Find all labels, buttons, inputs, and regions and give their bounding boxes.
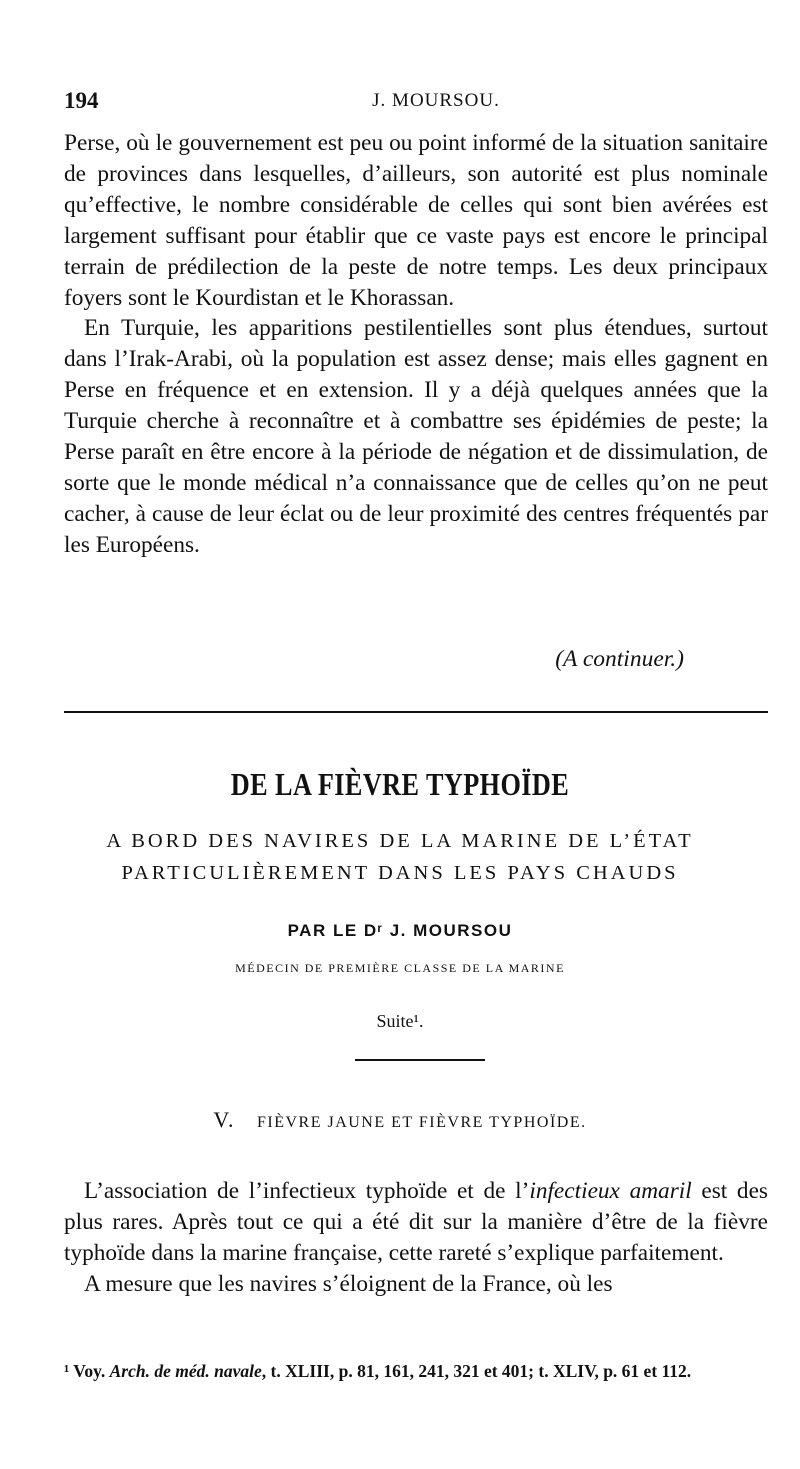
previous-article-text [64, 128, 768, 561]
italic-term: infectieux amaril [529, 1178, 692, 1204]
footnote-prefix: Voy. [69, 1361, 110, 1381]
short-divider [355, 1059, 485, 1061]
footnote [64, 1359, 780, 1384]
paragraph-text: L’association de l’infectieux typhoïde et de l’ [84, 1178, 530, 1204]
continuation-note: (A continuer.) [555, 646, 684, 672]
paragraph [64, 1176, 768, 1269]
section-title: FIÈVRE JAUNE ET FIÈVRE TYPHOÏDE. [256, 1114, 587, 1131]
article-subtitle: PARTICULIÈREMENT DANS LES PAYS CHAUDS [121, 862, 679, 884]
footnote-journal: Arch. de méd. navale [109, 1361, 262, 1381]
paragraph-text: est des plus rares. Après tout ce qui a été dit sur la manière d’être de la fièvre typhoïde dans la marine française, cette rareté s’explique parfaitement. [64, 1178, 768, 1266]
suite-note: Suite¹. [376, 1011, 424, 1031]
section-divider [64, 711, 768, 713]
paragraph: En Turquie, les apparitions pestilentielles sont plus étendues, surtout dans l’Irak-Arabi, où la population est assez dense; mais elles gagnent en Perse en fréquence et en extension. Il y a déjà quelques années que la Turquie cherche à reconnaître et à combattre ses épidémies de peste; la Perse paraît en être encore à la période de négation et de dissimulation, de sorte que le monde médical n’a connaissance que de celles qu’on ne peut cacher, à cause de leur éclat ou de leur proximité des centres fréquentés par les Européens. [64, 315, 768, 558]
section-number: V. [213, 1107, 235, 1132]
article-title: DE LA FIÈVRE TYPHOÏDE [230, 766, 570, 802]
footnote-text: , t. XLIII, p. 81, 161, 241, 321 et 401; t. XLIV, p. 61 et 112. [261, 1361, 692, 1381]
author-affiliation: MÉDECIN DE PREMIÈRE CLASSE DE LA MARINE [235, 961, 565, 975]
running-head [64, 88, 768, 118]
paragraph: Perse, où le gouvernement est peu ou point informé de la situation sanitaire de provinces dans lesquelles, d’ailleurs, son autorité est plus nominale qu’effective, le nombre considérable de celles qui sont bien avérées est largement suffisant pour établir que ce vaste pays est encore le principal terrain de prédilection de la peste de notre temps. Les deux principaux foyers sont le Kourdistan et le Khorassan. [64, 130, 768, 311]
section-heading [0, 1107, 800, 1133]
article-subtitle: A BORD DES NAVIRES DE LA MARINE DE L’ÉTAT [106, 830, 694, 852]
footnote-marker: ¹ [64, 1361, 70, 1381]
article-text [64, 1176, 768, 1300]
paragraph: A mesure que les navires s’éloignent de la France, où les [84, 1270, 613, 1297]
running-title: J. MOURSOU. [372, 90, 500, 111]
author-byline: PAR LE Dʳ J. MOURSOU [287, 921, 513, 940]
page-number: 194 [64, 88, 99, 113]
